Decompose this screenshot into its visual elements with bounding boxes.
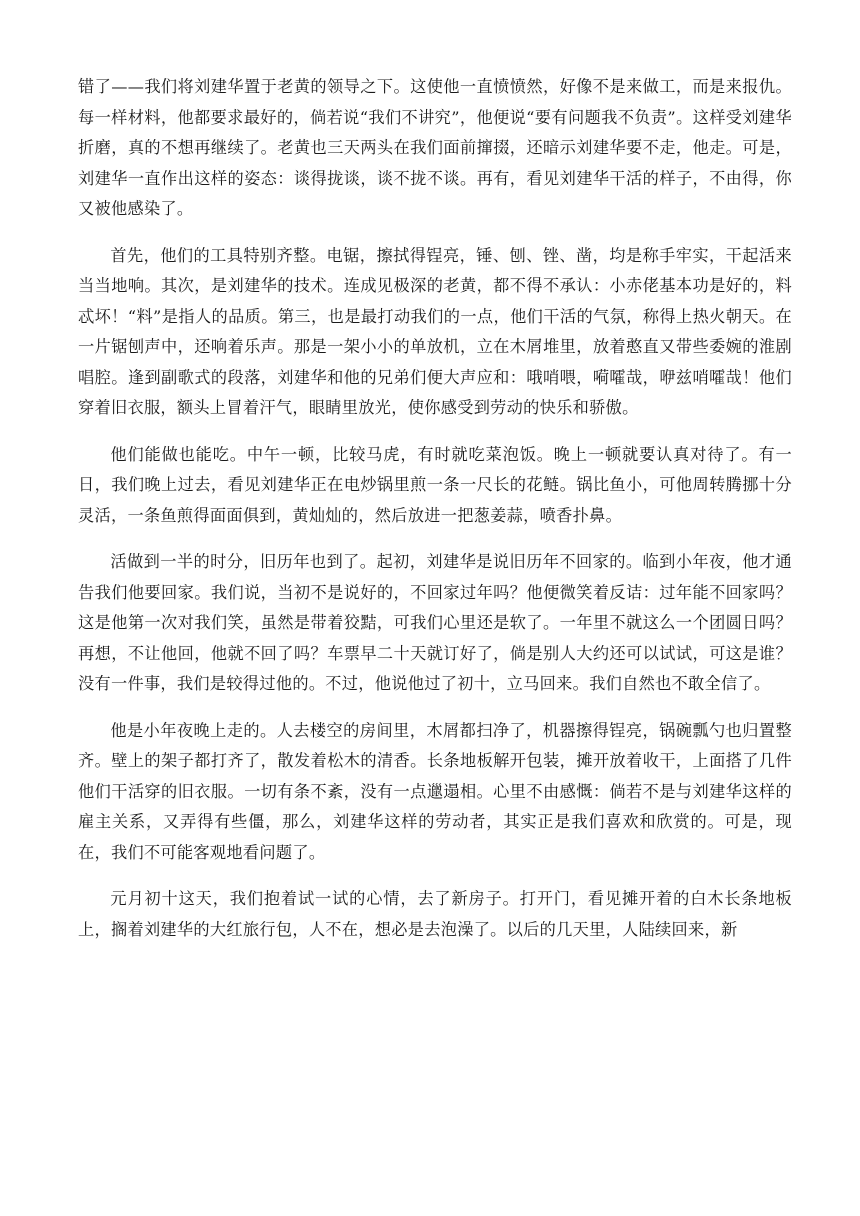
paragraph-2: 首先，他们的工具特别齐整。电锯，擦拭得锃亮，锤、刨、锉、凿，均是称手牢实，干起活来当当地响。其次，是刘建华的技术。连成见极深的老黄，都不得不承认：小赤佬基本功是好的，料忒坏！“料”是指人的品质。第三，也是最打动我们的一点，他们干活的气氛，称得上热火朝天。在一片锯刨声中，还响着乐声。那是一架小小的单放机，立在木屑堆里，放着憨直又带些委婉的淮剧唱腔。逢到副歌式的段落，刘建华和他的兄弟们便大声应和：哦哨喂，嗬嚯哉，咿兹哨嚯哉！他们穿着旧衣服，额头上冒着汗气，眼睛里放光，使你感受到劳动的快乐和骄傲。: [78, 245, 792, 417]
document-page: [78, 72, 792, 961]
paragraph-1: 错了——我们将刘建华置于老黄的领导之下。这使他一直愤愤然，好像不是来做工，而是来报仇。每一样材料，他都要求最好的，倘若说“我们不讲究”，他便说“要有问题我不负责”。这样受刘建华折磨，真的不想再继续了。老黄也三天两头在我们面前撺掇，还暗示刘建华要不走，他走。可是，刘建华一直作出这样的姿态：谈得拢谈，谈不拢不谈。再有，看见刘建华干活的样子，不由得，你又被他感染了。: [78, 77, 792, 218]
paragraph-6: 元月初十这天，我们抱着试一试的心情，去了新房子。打开门，看见摊开着的白木长条地板上，搁着刘建华的大红旅行包，人不在，想必是去泡澡了。以后的几天里，人陆续回来，新: [78, 889, 792, 939]
paragraph-3: 他们能做也能吃。中午一顿，比较马虎，有时就吃菜泡饭。晚上一顿就要认真对待了。有一日，我们晚上过去，看见刘建华正在电炒锅里煎一条一尺长的花鲢。锅比鱼小，可他周转腾挪十分灵活，一条鱼煎得面面俱到，黄灿灿的，然后放进一把葱姜蒜，喷香扑鼻。: [78, 444, 792, 525]
paragraph-5: 他是小年夜晚上走的。人去楼空的房间里，木屑都扫净了，机器擦得锃亮，锅碗瓢勺也归置整齐。壁上的架子都打齐了，散发着松木的清香。长条地板解开包装，摊开放着收干，上面搭了几件他们干活穿的旧衣服。一切有条不紊，没有一点邋遢相。心里不由感慨：倘若不是与刘建华这样的雇主关系，又弄得有些僵，那么，刘建华这样的劳动者，其实正是我们喜欢和欣赏的。可是，现在，我们不可能客观地看问题了。: [78, 720, 792, 862]
paragraph-4: 活做到一半的时分，旧历年也到了。起初，刘建华是说旧历年不回家的。临到小年夜，他才通告我们他要回家。我们说，当初不是说好的，不回家过年吗？他便微笑着反诘：过年能不回家吗？这是他第一次对我们笑，虽然是带着狡黠，可我们心里还是软了。一年里不就这么一个团圆日吗？再想，不让他回，他就不回了吗？车票早二十天就订好了，倘是别人大约还可以试试，可这是谁？没有一件事，我们是较得过他的。不过，他说他过了初十，立马回来。我们自然也不敢全信了。: [78, 552, 792, 693]
